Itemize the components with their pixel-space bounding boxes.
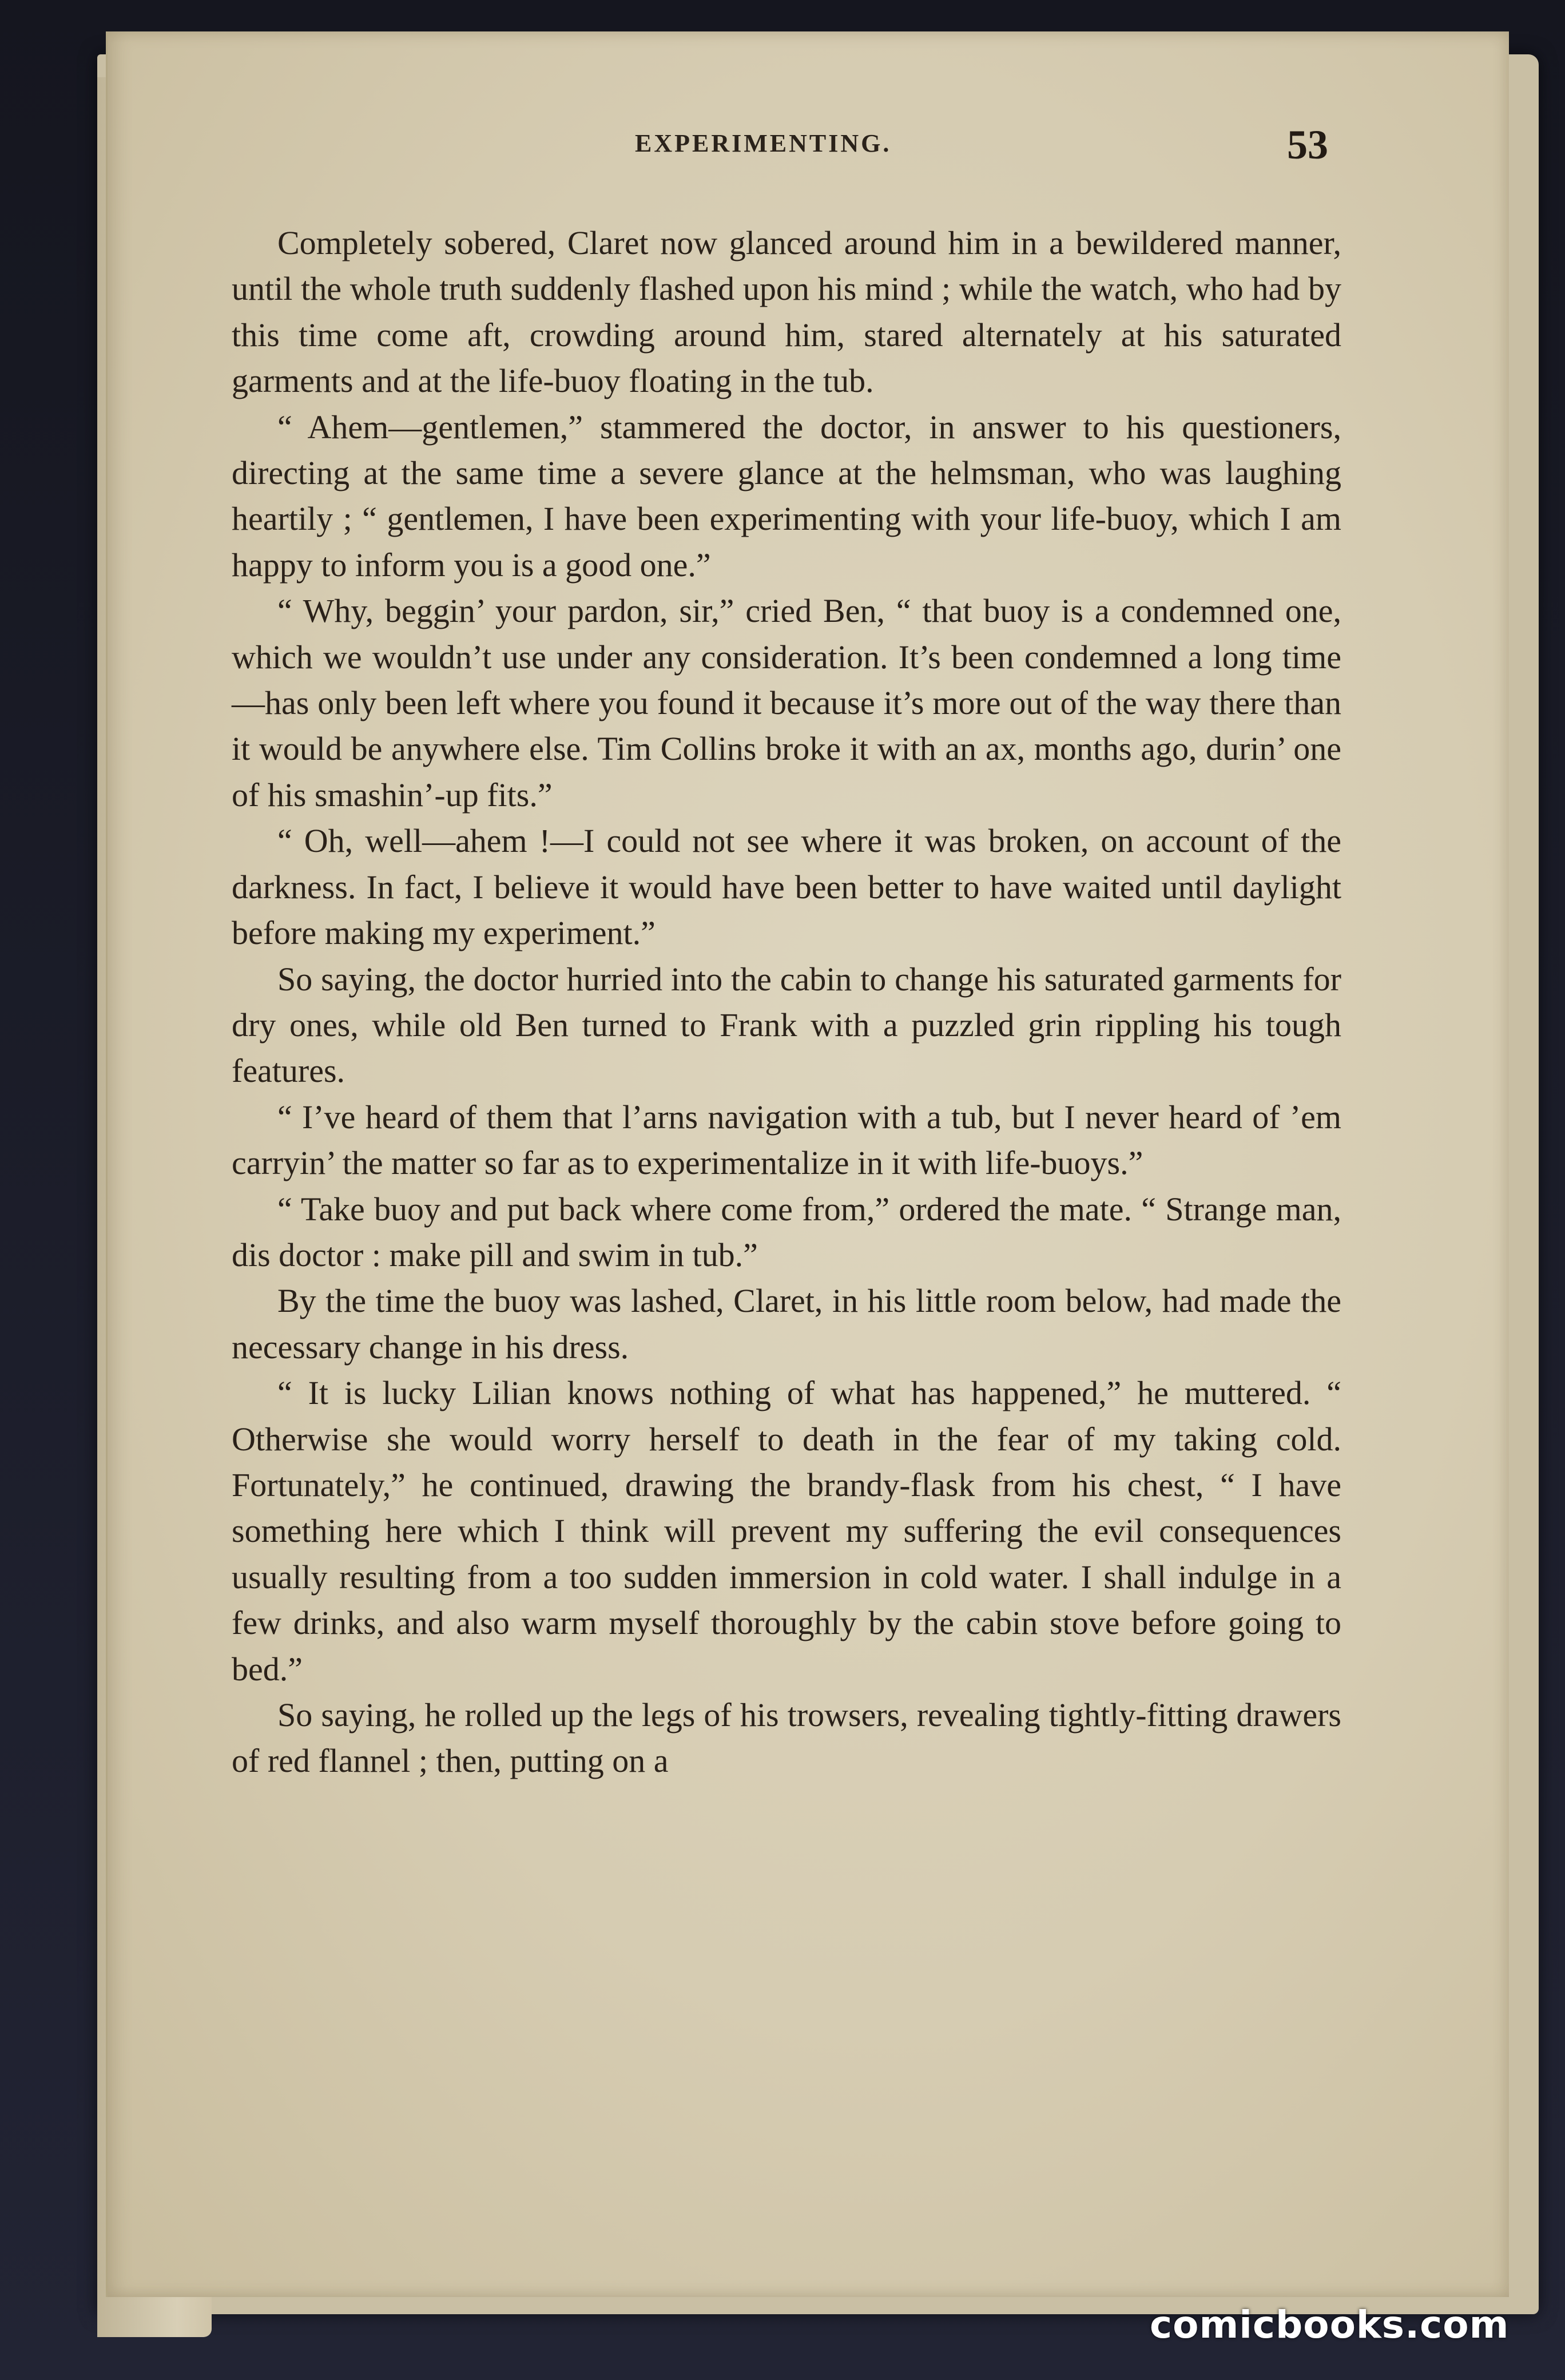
body-text [232,220,1341,1784]
paragraph: “ I’ve heard of them that l’arns navigation with a tub, but I never heard of ’em carryin’ the matter so far as to experimentalize in it with life-buoys.” [232,1098,1341,1182]
watermark: comicbooks.com [1150,2303,1510,2347]
running-head: EXPERIMENTING. [635,129,892,157]
paragraph: So saying, the doctor hurried into the cabin to change his saturated garments for dry ones, while old Ben turned to Frank with a puzzled grin rippling his tough features. [232,960,1341,1090]
paragraph: “ Oh, well—ahem !—I could not see where it was broken, on account of the darkness. In fact, I believe it would have been better to have waited until daylight before making my experiment.” [232,822,1341,952]
paragraph: So saying, he rolled up the legs of his trowsers, revealing tightly-fitting drawers of red flannel ; then, putting on a [232,1696,1341,1780]
paragraph: By the time the buoy was lashed, Claret, in his little room below, had made the necessary change in his dress. [232,1282,1341,1366]
paragraph: Completely sobered, Claret now glanced around him in a bewildered manner, until the whole truth suddenly flashed upon his mind ; while the watch, who had by this time come aft, crowding around him, stared alternately at his saturated garments and at the life-buoy floating in the tub. [232,224,1341,400]
paragraph: “ Ahem—gentlemen,” stammered the doctor, in answer to his questioners, directing at the same time a severe glance at the helmsman, who was laughing heartily ; “ gentlemen, I have been experimenting with your life-buoy, which I am happy to inform you is a good one.” [232,408,1341,584]
paragraph: “ Why, beggin’ your pardon, sir,” cried Ben, “ that buoy is a condemned one, which we wouldn’t use under any consideration. It’s been condemned a long time—has only been left where you found it because it’s more out of the way there than it would be anywhere else. Tim Collins broke it with an ax, months ago, durin’ one of his smashin’-up fits.” [232,592,1341,814]
paragraph: “ It is lucky Lilian knows nothing of what has happened,” he muttered. “ Otherwise she would worry herself to death in the fear of my taking cold. Fortunately,” he continued, drawing the brandy-flask from his chest, “ I have something here which I think will prevent my suffering the evil consequences usually resulting from a too sudden immersion in cold water. I shall indulge in a few drinks, and also warm myself thoroughly by the cabin stove before going to bed.” [232,1374,1341,1688]
paragraph: “ Take buoy and put back where come from,” ordered the mate. “ Strange man, dis doctor : make pill and swim in tub.” [232,1190,1341,1274]
page-number: 53 [1287,122,1328,168]
